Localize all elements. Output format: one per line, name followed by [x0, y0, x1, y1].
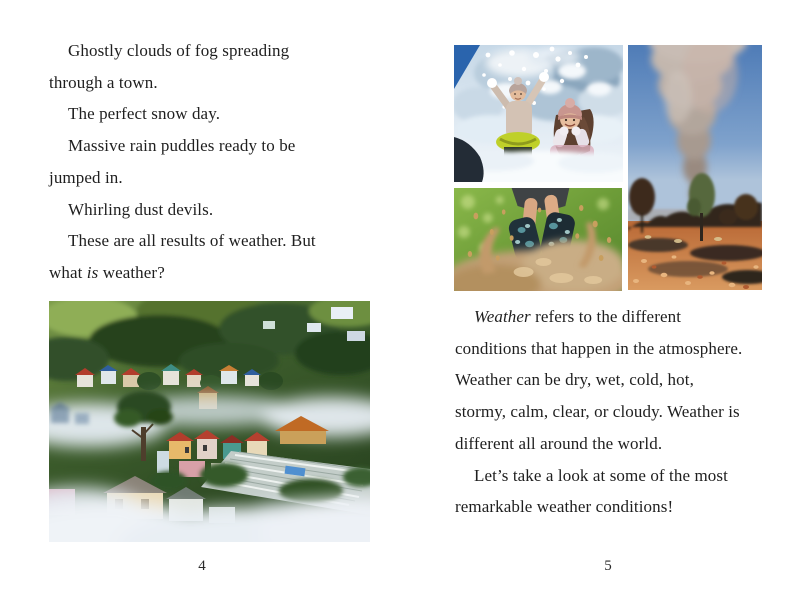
fog-town-photo: [49, 301, 370, 542]
paragraph-lets-take-a-look: [455, 460, 749, 523]
paragraph-text: Massive rain puddles ready to be jumped in.: [49, 136, 296, 187]
snow-play-photo: [454, 45, 623, 182]
paragraph-text: The perfect snow day.: [68, 104, 221, 124]
left-text-block: [49, 35, 337, 289]
paragraph-text: weather?: [98, 262, 165, 282]
italic-word: Weather: [474, 307, 531, 326]
paragraph-dust: [49, 194, 337, 226]
paragraph-rain: [49, 130, 337, 193]
page-number-right: 5: [604, 558, 612, 574]
paragraph-fog: [49, 35, 337, 98]
right-text-block: [455, 301, 749, 523]
paragraph-text: refers to the different conditions that happen in the atmosphere. Weather can be dry, wet, cold, hot, stormy, calm, clear, or cloudy. Weather is different all around the world.: [455, 307, 743, 453]
paragraph-text: Let’s take a look at some of the most remarkable weather conditions!: [455, 465, 728, 517]
paragraph-text: Whirling dust devils.: [68, 199, 214, 219]
page-number-left: 4: [198, 558, 206, 574]
dust-devil-photo: [628, 45, 762, 290]
dust-devil-illustration: [628, 45, 762, 290]
paragraph-text: These are all results of weather. But what: [49, 231, 316, 282]
paragraph-weather-definition: [455, 301, 749, 460]
mud-puddle-photo: [454, 188, 622, 291]
mud-puddle-illustration: [454, 188, 622, 291]
fog-town-illustration: [49, 301, 370, 542]
paragraph-weather-question: [49, 225, 337, 288]
paragraph-text: Ghostly clouds of fog spreading through a town.: [49, 41, 290, 92]
snow-play-illustration: [454, 45, 623, 182]
paragraph-snow: [49, 98, 337, 130]
italic-word: is: [86, 262, 99, 282]
